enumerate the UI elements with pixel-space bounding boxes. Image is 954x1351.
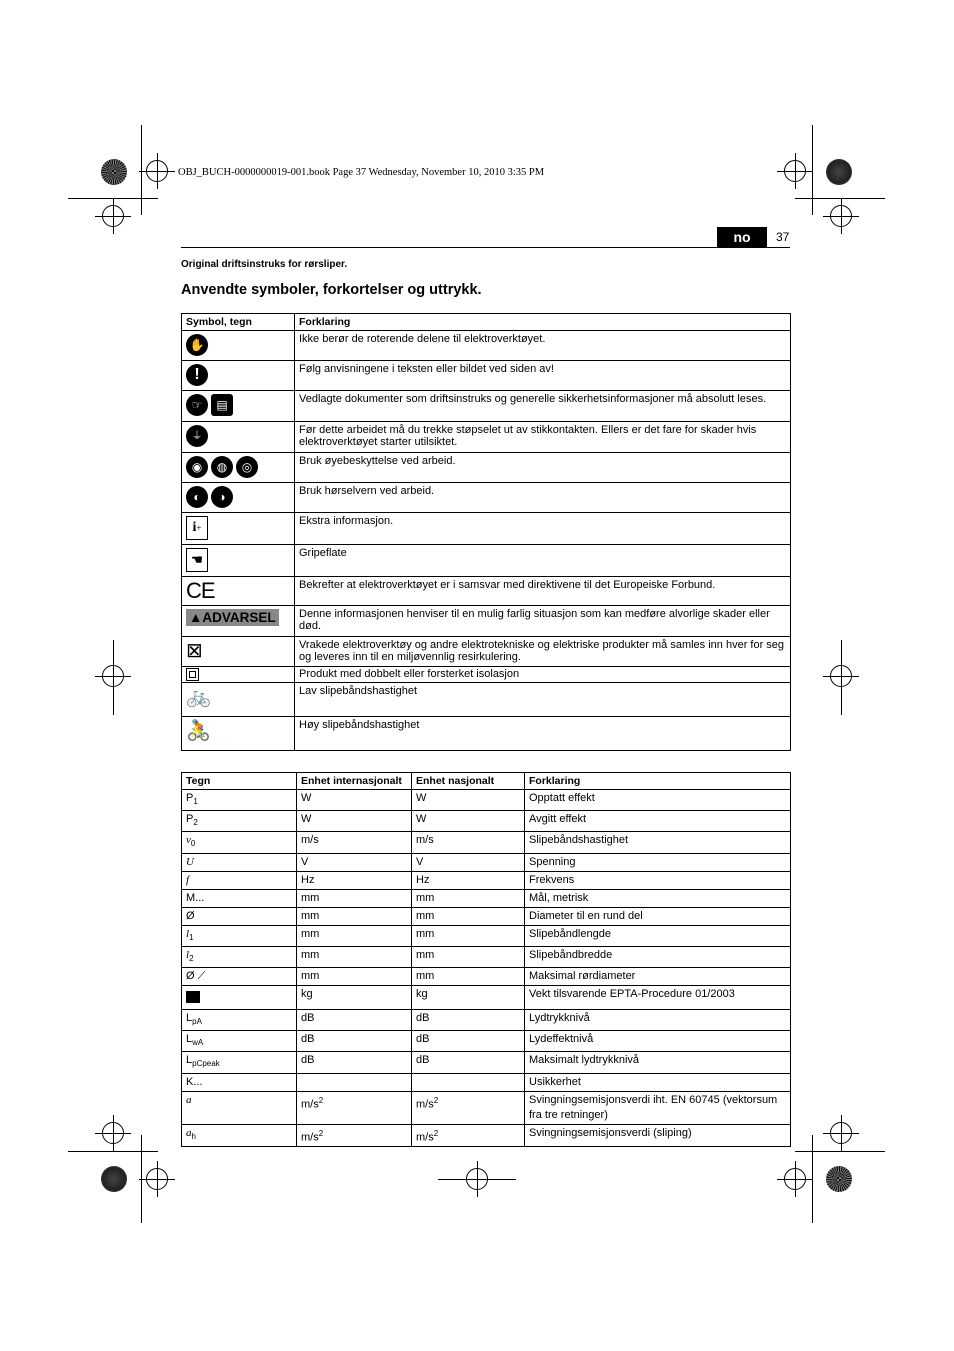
explanation-cell: Svingningsemisjonsverdi iht. EN 60745 (vektorsum fra tre retninger) bbox=[525, 1091, 791, 1124]
goggles-icon: ◉ bbox=[186, 456, 208, 478]
unit-intl-cell bbox=[297, 1052, 412, 1073]
explanation-cell: Frekvens bbox=[525, 871, 791, 889]
symbol-text: L bbox=[186, 1011, 193, 1024]
symbol-text: U bbox=[186, 855, 194, 868]
table-row bbox=[182, 513, 791, 545]
table-row bbox=[182, 871, 791, 889]
table-row bbox=[182, 1124, 791, 1147]
unit-text: m/s bbox=[416, 1131, 434, 1144]
unit-superscript: 2 bbox=[433, 1128, 439, 1138]
explanation-cell: Mål, metrisk bbox=[525, 889, 791, 907]
table-row bbox=[182, 967, 791, 985]
unit-national-cell bbox=[412, 1009, 525, 1030]
table-row bbox=[182, 545, 791, 577]
unit-text: m/s bbox=[301, 834, 319, 847]
explanation-cell: Usikkerhet bbox=[525, 1073, 791, 1091]
symbol-cell bbox=[182, 1124, 297, 1147]
unit-text: W bbox=[301, 792, 312, 804]
table-cell: Bekrefter at elektroverktøyet er i samsvar med direktivene til det Europeiske Forbund. bbox=[295, 577, 791, 606]
info-icon: i+ bbox=[186, 516, 208, 540]
table-row bbox=[182, 985, 791, 1009]
header-divider bbox=[181, 247, 790, 248]
registration-mark-icon bbox=[784, 1168, 806, 1190]
table-cell: Bruk øyebeskyttelse ved arbeid. bbox=[295, 453, 791, 483]
unit-intl-cell bbox=[297, 790, 412, 811]
explanation-cell: Svingningsemisjonsverdi (sliping) bbox=[525, 1124, 791, 1147]
fast-bicycle-icon: 🚴 bbox=[186, 720, 211, 742]
symbol-text: P bbox=[186, 792, 194, 804]
unit-text: mm bbox=[301, 969, 320, 982]
page-title: Anvendte symboler, forkortelser og uttrykk. bbox=[181, 282, 482, 298]
symbol-text: P bbox=[186, 813, 194, 826]
unit-intl-cell bbox=[297, 1124, 412, 1147]
hearing-protection-icon: ◐ bbox=[186, 486, 208, 508]
table-row bbox=[182, 577, 791, 606]
unit-text: mm bbox=[416, 948, 435, 961]
symbol-cell bbox=[182, 1009, 297, 1030]
symbol-cell bbox=[182, 853, 297, 871]
unit-intl-cell bbox=[297, 811, 412, 832]
symbol-text: a bbox=[186, 1093, 192, 1106]
symbol-subscript: 2 bbox=[189, 953, 194, 963]
table-row bbox=[182, 1091, 791, 1124]
table-row bbox=[182, 483, 791, 513]
unit-text: mm bbox=[416, 927, 435, 940]
color-disc-icon bbox=[101, 159, 127, 185]
unit-national-cell bbox=[412, 1031, 525, 1052]
symbol-cell bbox=[182, 925, 297, 946]
explanation-cell: Lydtrykknivå bbox=[525, 1009, 791, 1030]
table-cell: Følg anvisningene i teksten eller bildet ved siden av! bbox=[295, 361, 791, 391]
symbol-cell bbox=[182, 1091, 297, 1124]
unit-text: dB bbox=[416, 1054, 430, 1067]
table-row bbox=[182, 391, 791, 422]
unit-national-cell bbox=[412, 1091, 525, 1124]
unit-intl-cell bbox=[297, 1031, 412, 1052]
unit-superscript: 2 bbox=[318, 1128, 324, 1138]
symbols-table bbox=[181, 313, 791, 751]
explanation-cell: Vekt tilsvarende EPTA-Procedure 01/2003 bbox=[525, 985, 791, 1009]
table-row bbox=[182, 853, 791, 871]
exclamation-icon: ! bbox=[186, 364, 208, 386]
unit-text: W bbox=[301, 813, 312, 826]
unit-text: dB bbox=[301, 1054, 315, 1067]
unit-superscript: 2 bbox=[318, 1095, 324, 1105]
unit-text: Hz bbox=[416, 873, 430, 886]
unit-text: dB bbox=[416, 1011, 430, 1024]
table-row bbox=[182, 331, 791, 361]
table-header-row bbox=[182, 314, 791, 331]
unit-national-cell bbox=[412, 925, 525, 946]
column-header: Enhet internasjonalt bbox=[297, 773, 412, 790]
column-header: Enhet nasjonalt bbox=[412, 773, 525, 790]
unit-text: V bbox=[301, 855, 309, 868]
symbol-text: M... bbox=[186, 891, 205, 904]
unit-national-cell bbox=[412, 853, 525, 871]
table-cell: Ikke berør de roterende delene til elektroverktøyet. bbox=[295, 331, 791, 361]
explanation-cell: Slipebåndshastighet bbox=[525, 832, 791, 853]
color-disc-icon bbox=[826, 1166, 852, 1192]
registration-mark-icon bbox=[102, 1122, 124, 1144]
explanation-cell: Maksimalt lydtrykknivå bbox=[525, 1052, 791, 1073]
grip-surface-icon: ☚ bbox=[186, 548, 208, 572]
column-header: Forklaring bbox=[295, 314, 791, 331]
unit-national-cell bbox=[412, 985, 525, 1009]
unit-national-cell bbox=[412, 1073, 525, 1091]
book-icon: ▤ bbox=[211, 394, 233, 416]
glasses-icon: ◎ bbox=[236, 456, 258, 478]
page-number: 37 bbox=[776, 230, 790, 244]
symbol-subscript: 1 bbox=[193, 797, 198, 807]
symbol-text: f bbox=[186, 873, 190, 886]
symbol-cell bbox=[182, 871, 297, 889]
symbol-text: v bbox=[186, 834, 191, 847]
table-cell: Høy slipebåndshastighet bbox=[295, 717, 791, 751]
table-row bbox=[182, 667, 791, 683]
file-info: OBJ_BUCH-0000000019-001.book Page 37 Wednesday, November 10, 2010 3:35 PM bbox=[178, 167, 545, 178]
table-row bbox=[182, 946, 791, 967]
unit-intl-cell bbox=[297, 946, 412, 967]
symbol-subscript: wA bbox=[192, 1038, 204, 1048]
symbol-cell bbox=[182, 1052, 297, 1073]
symbol-cell bbox=[182, 907, 297, 925]
warning-triangle-icon: ▲ bbox=[189, 610, 203, 625]
advarsel-text: ADVARSEL bbox=[202, 610, 276, 625]
table-row bbox=[182, 361, 791, 391]
double-insulation-icon bbox=[186, 668, 199, 681]
symbol-subscript: 1 bbox=[189, 932, 194, 942]
unit-text: m/s bbox=[301, 1131, 319, 1144]
table-row bbox=[182, 1009, 791, 1030]
registration-mark-icon bbox=[830, 1122, 852, 1144]
symbol-text: L bbox=[186, 1033, 193, 1046]
table-cell: Bruk hørselvern ved arbeid. bbox=[295, 483, 791, 513]
unit-national-cell bbox=[412, 811, 525, 832]
column-header: Tegn bbox=[182, 773, 297, 790]
symbol-subscript: 0 bbox=[190, 839, 196, 849]
registration-mark-icon bbox=[830, 205, 852, 227]
symbol-cell bbox=[182, 1073, 297, 1091]
unit-text: m/s bbox=[416, 1098, 434, 1111]
registration-mark-icon bbox=[146, 160, 168, 182]
unit-text: dB bbox=[301, 1011, 315, 1024]
table-cell: Gripeflate bbox=[295, 545, 791, 577]
symbol-text: Ø bbox=[186, 969, 195, 982]
color-disc-icon bbox=[826, 159, 852, 185]
table-row bbox=[182, 790, 791, 811]
symbol-text: l bbox=[186, 948, 190, 961]
unit-text: dB bbox=[301, 1033, 315, 1046]
face-shield-icon: ◍ bbox=[211, 456, 233, 478]
symbol-subscript: pCpeak bbox=[192, 1059, 220, 1069]
explanation-cell: Slipebåndbredde bbox=[525, 946, 791, 967]
table-row bbox=[182, 683, 791, 717]
unit-national-cell bbox=[412, 889, 525, 907]
subtitle: Original driftsinstruks for rørsliper. bbox=[181, 259, 348, 270]
table-row bbox=[182, 832, 791, 853]
unit-intl-cell bbox=[297, 985, 412, 1009]
unit-intl-cell bbox=[297, 889, 412, 907]
unit-text: m/s bbox=[301, 1098, 319, 1111]
symbol-cell bbox=[182, 832, 297, 853]
symbol-cell bbox=[182, 985, 297, 1009]
table-header-row bbox=[182, 773, 791, 790]
unit-intl-cell bbox=[297, 907, 412, 925]
table-cell: Før dette arbeidet må du trekke støpselet ut av stikkontakten. Ellers er det fare for skader hvis elektroverktøyet starter utilsiktet. bbox=[295, 422, 791, 453]
unit-national-cell bbox=[412, 1124, 525, 1147]
unit-text: kg bbox=[301, 987, 313, 1000]
unit-text: mm bbox=[301, 927, 320, 940]
symbol-cell bbox=[182, 790, 297, 811]
unit-superscript: 2 bbox=[433, 1095, 439, 1105]
unit-intl-cell bbox=[297, 832, 412, 853]
explanation-cell: Diameter til en rund del bbox=[525, 907, 791, 925]
explanation-cell: Maksimal rørdiameter bbox=[525, 967, 791, 985]
table-row bbox=[182, 889, 791, 907]
unit-national-cell bbox=[412, 1052, 525, 1073]
unit-national-cell bbox=[412, 967, 525, 985]
symbol-cell bbox=[182, 967, 297, 985]
unit-text: dB bbox=[416, 1033, 430, 1046]
unit-text: W bbox=[416, 792, 427, 804]
table-cell: Vedlagte dokumenter som driftsinstruks og generelle sikkerhetsinformasjoner må absolutt leses. bbox=[295, 391, 791, 422]
symbol-text: K... bbox=[186, 1075, 203, 1088]
unit-text: mm bbox=[416, 969, 435, 982]
explanation-cell: Slipebåndlengde bbox=[525, 925, 791, 946]
table-cell: Ekstra informasjon. bbox=[295, 513, 791, 545]
symbol-subscript: h bbox=[191, 1131, 196, 1141]
weight-icon bbox=[186, 991, 200, 1003]
table-row bbox=[182, 1073, 791, 1091]
column-header: Symbol, tegn bbox=[182, 314, 295, 331]
symbol-cell bbox=[182, 946, 297, 967]
language-badge: no bbox=[717, 227, 767, 247]
symbol-cell bbox=[182, 811, 297, 832]
unit-intl-cell bbox=[297, 1073, 412, 1091]
unit-national-cell bbox=[412, 907, 525, 925]
table-row bbox=[182, 717, 791, 751]
table-cell: Lav slipebåndshastighet bbox=[295, 683, 791, 717]
color-disc-icon bbox=[101, 1166, 127, 1192]
no-touch-rotating-icon: ✋ bbox=[186, 334, 208, 356]
unit-national-cell bbox=[412, 946, 525, 967]
table-row bbox=[182, 453, 791, 483]
explanation-cell: Lydeffektnivå bbox=[525, 1031, 791, 1052]
symbol-subscript: pA bbox=[192, 1017, 202, 1027]
unit-text: Hz bbox=[301, 873, 315, 886]
registration-mark-icon bbox=[102, 205, 124, 227]
unit-text: mm bbox=[301, 909, 320, 922]
symbol-text: l bbox=[186, 927, 190, 940]
table-cell: Denne informasjonen henviser til en mulig farlig situasjon som kan medføre alvorlige skader eller død. bbox=[295, 606, 791, 637]
table-row bbox=[182, 811, 791, 832]
unit-intl-cell bbox=[297, 1091, 412, 1124]
explanation-cell: Spenning bbox=[525, 853, 791, 871]
ear-muff-icon: ◑ bbox=[211, 486, 233, 508]
unit-text: mm bbox=[416, 909, 435, 922]
unit-intl-cell bbox=[297, 853, 412, 871]
pipe-diameter-icon: ⟋ bbox=[194, 969, 206, 982]
unplug-icon: ⏚ bbox=[186, 425, 208, 447]
ce-mark-icon: CE bbox=[186, 578, 215, 603]
unit-text: kg bbox=[416, 987, 428, 1000]
unit-national-cell bbox=[412, 790, 525, 811]
explanation-cell: Opptatt effekt bbox=[525, 790, 791, 811]
column-header: Forklaring bbox=[525, 773, 791, 790]
unit-national-cell bbox=[412, 832, 525, 853]
unit-intl-cell bbox=[297, 1009, 412, 1030]
unit-text: V bbox=[416, 855, 424, 868]
unit-national-cell bbox=[412, 871, 525, 889]
unit-text: mm bbox=[416, 891, 435, 904]
table-row bbox=[182, 907, 791, 925]
advarsel-label bbox=[186, 609, 279, 626]
unit-text: mm bbox=[301, 891, 320, 904]
symbol-text: Ø bbox=[186, 909, 195, 922]
table-row bbox=[182, 925, 791, 946]
unit-text: W bbox=[416, 813, 427, 826]
table-row bbox=[182, 606, 791, 637]
symbol-subscript: 2 bbox=[193, 818, 198, 828]
table-row bbox=[182, 422, 791, 453]
table-row bbox=[182, 1031, 791, 1052]
unit-intl-cell bbox=[297, 925, 412, 946]
symbol-cell bbox=[182, 889, 297, 907]
explanation-cell: Avgitt effekt bbox=[525, 811, 791, 832]
symbol-text: a bbox=[186, 1126, 192, 1139]
unit-text: m/s bbox=[416, 834, 434, 847]
table-cell: Produkt med dobbelt eller forsterket isolasjon bbox=[295, 667, 791, 683]
registration-mark-icon bbox=[784, 160, 806, 182]
symbol-text: L bbox=[186, 1054, 193, 1067]
read-manual-icon: ☞ bbox=[186, 394, 208, 416]
slow-bicycle-icon: 🚲 bbox=[186, 686, 211, 708]
table-row bbox=[182, 637, 791, 667]
weee-bin-icon: ⊠ bbox=[186, 640, 203, 662]
unit-intl-cell bbox=[297, 871, 412, 889]
unit-intl-cell bbox=[297, 967, 412, 985]
table-cell: Vrakede elektroverktøy og andre elektrotekniske og elektriske produkter må samles inn hver for seg og leveres inn til en miljøvennlig resirkulering. bbox=[295, 637, 791, 667]
symbol-cell bbox=[182, 1031, 297, 1052]
unit-text: mm bbox=[301, 948, 320, 961]
registration-mark-icon bbox=[146, 1168, 168, 1190]
units-table bbox=[181, 772, 791, 1147]
table-row bbox=[182, 1052, 791, 1073]
